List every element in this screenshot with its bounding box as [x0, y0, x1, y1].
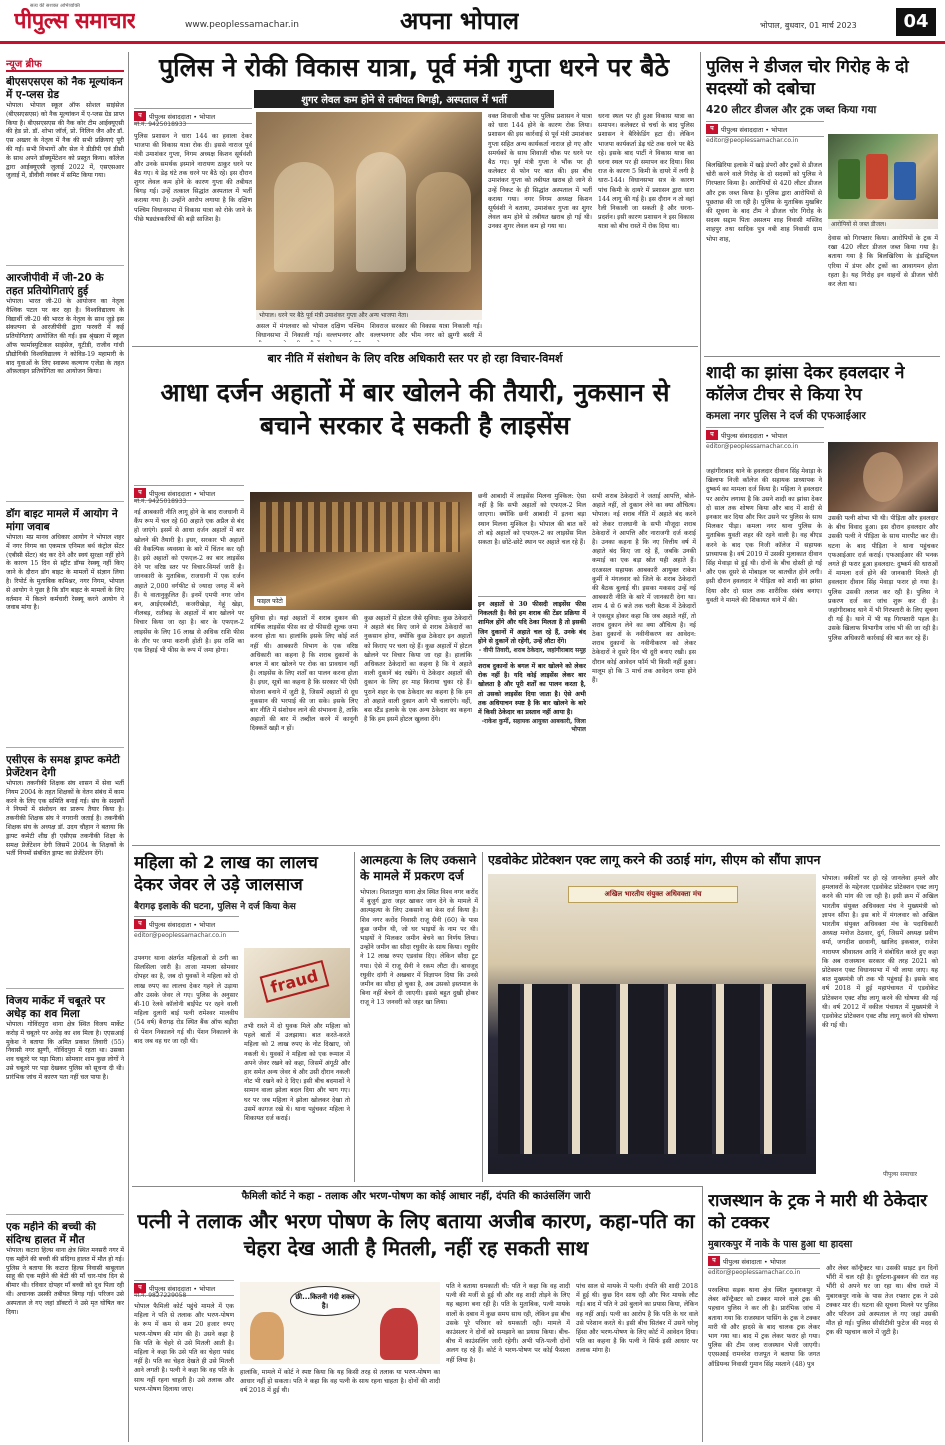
bar-col-5: सभी शराब ठेकेदारों ने जताई आपत्ति, बोले- अहाते नहीं, तो दुकान लेने का क्या औचित्य। भोपाल। नई शराब नीति में अहाते बंद करने को लेकर राजधानी के सभी मौजूदा शराब ठेकेदारों ने आपत्ति और नाराजगी दर्ज कराई है। उनका कहना है कि नए वित्तीय वर्ष में अहाते बंद किए जा रहे हैं, जबकि उनकी कमाई का एक बड़ा स्रोत यही अहाते हैं। दरअसल सहायक आबकारी आयुक्त राकेश कुर्मी ने मंगलवार को जिले के शराब ठेकेदारों की बैठक बुलाई थी। इसका मकसद उन्हें नई आबकारी नीति के बारे में जानकारी देना था। शाम 4 से 6 बजे तक चली बैठक में ठेकेदारों ने एकसूत्र होकर कहा कि जब अहाते नहीं, तो शराब दुकान लेने का क्या औचित्य है। नई ठेका दुकानों के नवीनीकरण का आवेदन: शराब दुकानों के नवीनीकरण को लेकर ठेकेदारों ने दूसरे दिन भी दूरी बनाए रखी। इस दौरान कोई आवेदन फॉर्म भी किसी नहीं हुआ। मालूम हो कि 3 मार्च तक आवेदन जमा होने हैं।: [592, 493, 696, 685]
quote: शराब दुकानों के बगल में बार खोलने को लेकर रोक नहीं है। यदि कोई लाइसेंस लेकर बार खोलता है और पूरी शर्तों का पालन करता है, तो उसको लाइसेंस दिया जाता है। ऐसे अभी तक अधियाचन स्पष्ट है कि बार खोलने के बारे में किसी ठेकेदार का प्रस्ताव नहीं आया है।: [478, 663, 586, 717]
fraud-headline: महिला को 2 लाख का लालच देकर जेवर ले उड़े जालसाज: [134, 853, 318, 895]
byline: प पीपुल्स संवाददाता • भोपाल: [706, 121, 824, 137]
diesel-body: बिलखिरिया इलाके में खड़े डंपरों और ट्रकों से डीजल चोरी करने वाले गिरोह के दो सदस्यों को पुलिस ने गिरफ्तार किया है। आरोपियों से 420 लीटर डीजल और ट्रक जब्त किया है। पुलिस द्वारा आरोपियों से पूछताछ की जा रही है। पुलिस के मुताबिक मुखबिर की सूचना के बाद टीम ने डीजल चोर गिरोह के सदस्य सद्दाम पिता असलम शाह निवासी मस्जिद शाहपुर तथा सादिक पुत्र नबी शाह निवासी ग्राम भोपा शाह,: [706, 162, 822, 243]
top-col-4: धरना स्थल पर ही हुआ विकास यात्रा का समापन। कलेक्टर से चर्चा के बाद पुलिस प्रशासन ने बैरिकेडिंग हटा दी। लेकिन भाजपा कार्यकर्ता डेढ़ घंटे तक धरने पर बैठे रहे। इसके बाद पार्टी ने विकास यात्रा का धरना स्थल पर ही समापन कर दिया। विस राज के कारण 5 किमी के दायरे में लगी है धारा-144। विधानसभा सत्र के कारण पांच किमी के दायरे में प्रशासन द्वारा धारा 144 लागू की गई है। इस दौरान न तो वहां रैली निकाली जा सकती है और धरना-प्रदर्शन। इसी कारण प्रशासन ने इस विकास यात्रा को बीच रास्ते में रोक दिया था।: [598, 113, 694, 231]
brief-item: [6, 754, 124, 989]
section-title: अपना भोपाल: [400, 7, 520, 35]
top-photo: [256, 112, 482, 320]
brief-headline: आरजीपीवी में जी-20 के तहत प्रतियोगिताएं हुई: [6, 272, 104, 297]
brief-item: [6, 76, 124, 266]
brief-body: भोपाल। तकनीकी शिक्षक संघ शासन में सेवा भर्ती नियम 2004 के तहत शिक्षकों के वेतन संबंध में काम करने के लिए एक समिति बनाई गई। संघ के सदस्यों ने नियमों में संशोधन का प्रारूप तैयार किया है। तकनीकी शिक्षक संघ ने नगरानी जताई है। तकनीकी शिक्षक संघ के अध्यक्ष डॉ. उदय चौहान ने बताया कि ड्राफ्ट कमेटी शीघ्र ही एसीएस तकनीकी शिक्षा के समक्ष प्रेजेंटेशन देगी जिसमें 2004 के शिक्षकों के भर्ती नियमों संबंधित ड्राफ्ट का प्रेजेंटेशन देंगे।: [6, 780, 124, 858]
bar-col-2: सुविधा हो। यहां अहातों में शराब दुकान की वार्षिक लाइसेंस फीस का दो फीसदी शुल्क जमा करना होता था। हालांकि इसके लिए कोई शर्त नहीं थी। आबकारी विभाग के एक वरिष्ठ अधिकारी का कहना है कि शराब दुकानों के बगल में बार खोलने पर रोक का प्रावधान नहीं है। लाइसेंस के लिए शर्तों का पालन करना होता है। इधर, सूत्रों का कहना है कि सरकार भी ऐसी योजना बनाने में जुटी है, जिसमें अहातों से दूध नुकसान की भरपाई की जा सके। इसके लिए बार नीति में संशोधन लाने की संभावना है, ताकि अहातों की बार में तब्दील करने में कानूनी दिक्कतें खड़ी न हों।: [250, 615, 358, 733]
family-headline: पत्नी ने तलाक और भरण पोषण के लिए बताया अजीब कारण, कहा-पति का चेहरा देख आती है मितली, नहीं रह सकती साथ: [137, 1209, 695, 1260]
byline: प पीपुल्स संवाददाता • भोपाल: [134, 916, 239, 932]
hawaldar-subhead: कमला नगर पुलिस ने दर्ज की एफआईआर: [706, 410, 866, 422]
byline: प पीपुल्स संवादाता • भोपाल: [708, 1253, 820, 1269]
top-subhead: शुगर लेवल कम होने से तबीयत बिगड़ी, अस्पताल में भर्ती: [254, 90, 554, 108]
quote-attribution: -राकेश कुर्मी, सहायक आयुक्त आबकारी, जिला भोपाल: [481, 718, 586, 734]
dateline: भोपाल, बुधवार, 01 मार्च 2023: [760, 21, 857, 30]
page-number: 04: [896, 8, 936, 36]
bar-col-1: नई आबकारी नीति लागू होने के बाद राजधानी में कैंप रूप में चल रहे 60 अहाते एक अप्रैल से बंद हो जाएंगे। इसमें से आधा दर्जन अहातों में बार खोलने की तैयारी है। इधर, सरकार भी अहातों की वैकल्पिक व्यवस्था के बारे में चिंतन कर रही है। इसे अहातों को एफएल-2 का बार लाइसेंस देने पर वरिष्ठ स्तर पर विचार-विमर्श जारी है। जानकारी के मुताबिक, राजधानी में एक दर्जन अहाते 2,000 वर्गफीट से ज्यादा जगह में बने हैं। ये वातानुकूलित हैं। इनमें एमपी नगर जोन बन, आईएसबीटी, कजरीखेड़ा, गेहूं खेड़ा, नीलबड़, रातीबड़ के अहातों में बार खोलने पर विचार किया जा रहा है। बार के एफएल-2 लाइसेंस के लिए 16 लाख से अधिक राशि फीस के तौर पर जमा करानी होती है। इस राशि का एक तिहाई भी फीस के रूप में जमा होगा।: [134, 509, 244, 655]
brief-item: [6, 995, 124, 1215]
mobile-number: मो.नं. 9425018933: [134, 498, 187, 505]
quote: इन अहातों से 30 फीसदी लाइसेंस फीस निकलती है। वैसे हम शराब की टेंडर प्रक्रिया में शामिल होंगे और यदि ठेका मिलता है तो इसकी जिन दुकानों में अहाते चल रहे हैं, उनके बंद होने से दुकानें तो रहेंगी, उन्हें लौटा देंगे।: [478, 601, 586, 645]
news-brief-title: न्यूज ब्रीफ: [6, 56, 124, 72]
byline: प पीपुल्स संवाददाता • भोपाल: [706, 427, 824, 443]
brief-item: [6, 272, 124, 502]
bar-photo: [250, 492, 472, 610]
family-col-2: हालांकि, मामले में कोर्ट ने स्पष्ट किया कि यह किसी तरह से तलाक या भरण-पोषण का आधार नहीं हो सकता। पति ने कहा कि वह पत्नी के साथ रहना चाहता है। दोनों की शादी वर्ष 2018 में हुई थी।: [240, 1369, 440, 1395]
truck-subhead: मुबारकपुर में नाके के पास हुआ था हादसा: [708, 1239, 853, 1250]
byline: प पीपुल्स संवाददाता • भोपाल: [134, 485, 244, 501]
byline: प पीपुल्स संवाददाता • भोपाल: [134, 1280, 234, 1296]
mobile-number: मो.नं. 9827229058: [134, 1292, 187, 1299]
hawaldar-body-2: उसकी पत्नी शोभा भी थी। पीड़िता और हवलदार के बीच विवाद हुआ। इस दौरान हवलदार और उसकी पत्नी ने पीड़िता के साथ मारपीट कर दी। घटना के बाद पीड़िता ने थाना पहुंचकर एफआईआर दर्ज कराई। एफआईआर की भनक लगते ही फरार हुआ हवलदार: दुष्कर्म की धाराओं में मामला दर्ज होने की जानकारी मिलते ही हवलदार दीवान सिंह मेवाड़ा फरार हो गया है। पुलिस उसकी तलाश कर रही है। पुलिस ने प्रकरण दर्ज कर जांच शुरू कर दी है। जहांगीराबाद थाने में भी गिरफ्तारी के लिए सूचना दी गई है। थाने में भी यह गिरफ्तारी पहल है। उसके खिलाफ विभागीय जांच भी की जा रही है। पुलिस अधिकारी कार्रवाई की बात कर रहे हैं।: [828, 515, 938, 642]
advocate-photo: [488, 874, 816, 1174]
brief-item: [6, 1221, 124, 1441]
suicide-headline: आत्महत्या के लिए उकसाने के मामले में प्रकरण दर्ज: [360, 853, 477, 883]
hawaldar-illustration: [828, 442, 938, 512]
brief-headline: एक महीने की बच्ची की संदिग्ध हालत में मौत: [6, 1221, 96, 1246]
fraud-stamp: fraud: [244, 948, 350, 1018]
bar-col-3: कुछ अहातों में होटल जैसे सुविधा: कुछ ठेकेदारों ने अहाते बंद किए जाने से शराब ठेकेदारों का नुकसान होगा, क्योंकि कुछ ठेकेदार इन अहातों को किराए पर चला रहे हैं। कुछ अहातों में होटल खोलने पर विचार किया जा रहा है। हालांकि अधिकतर ठेकेदारों का कहना है कि ये अहाते वाली दुकानें बंद रखेंगे। ये ठेकेदार अहातों की दुकान के लिए हर माह किराया चुका रहे हैं। पुराने शहर के एक ठेकेदार का कहना है कि हम तो अहाते वाली दुकान आगे भी चलाएंगे। वहीं, बस स्टैंड इलाके के एक अन्य ठेकेदार का कहना है कि हम इसमें होटल खुलवा देंगे।: [364, 615, 472, 724]
email: editor@peoplessamachar.co.in: [708, 1269, 801, 1276]
brand-tagline: सत्य की सशक्त अभिव्यक्ति: [30, 3, 81, 9]
byline: प पीपुल्स संवाददाता • भोपाल: [134, 108, 252, 124]
photo-caption: भोपाल। धरने पर बैठे पूर्व मंत्री उमाशंकर गुप्ता और अन्य भाजपा नेता।: [256, 310, 482, 320]
hawaldar-headline: शादी का झांसा देकर हवलदार ने कॉलेज टीचर से किया रेप: [706, 363, 905, 405]
family-story: [134, 1190, 698, 1442]
bar-headline: आधा दर्जन अहातों में बार खोलने की तैयारी, नुकसान से बचाने सरकार दे सकती है लाइसेंस: [160, 378, 670, 440]
truck-body: परवलिया सड़क थाना क्षेत्र स्थित मुबारकपुर में लेबर कॉन्ट्रैक्टर को टक्कर मारने वाले ट्रक की पहचान पुलिस ने कर ली है। प्रारंभिक जांच में बताया गया कि राजस्थान पासिंग के ट्रक ने टक्कर मारी थी और हादसे के बाद चालक ट्रक लेकर भाग गया था। बाद में ट्रक लेकर फरार हो गया। पुलिस की टीम जल्द राजस्थान भेजी जाएगी। एएसआई रामनरेश राजपूत ने बताया कि जगत ऑडियन्स निवासी गुमान सिंह मस्ताने (48) पुत्र: [708, 1287, 820, 1368]
masthead: [0, 0, 945, 44]
diesel-body-2: देवास को गिरफ्तार किया। आरोपियों के ट्रक में रखा 420 लीटर डीजल जब्त किया गया है। बताया गया है कि बिलखिरिया के इंडस्ट्रियल एरिया में डंपर और ट्रकों का आवागमन होता रहता है। यह गिरोह इन वाहनों से डीजल चोरी कर लेता था।: [828, 235, 938, 289]
email: editor@peoplessamachar.co.in: [706, 137, 799, 144]
hawaldar-body: जहांगीराबाद थाने के हवलदार दीवान सिंह मेवाड़ा के खिलाफ निजी कॉलेज की सहायक प्राध्यापक ने दुष्कर्म का मामला दर्ज किया है। महिला ने हवलदार पर आरोप लगाया है कि उसने शादी का झांसा देकर दो साल तक शोषण किया और बाद में शादी से इनकार कर दिया और फिर उसने पर पुलिस के साथ मिलकर पीड़ा। कमला नगर थाना पुलिस के मुताबिक युवती शहर की रहने वाली है। वह बीएड करने के बाद एक निजी कॉलेज में सहायक प्राध्यापक है। वर्ष 2019 में उसकी मुलाकात दीवान सिंह मेवाड़ा से हुई थी। दोनों के बीच दोस्ती हो गई और एक दूसरे से मोबाइल पर बातचीत होने लगी। इसी दौरान हवलदार ने पीड़िता को शादी का झांसा दिया और दो साल तक शारीरिक संबंध बनाए। युवती ने मामले की शिकायत थाने में की।: [706, 468, 822, 604]
email: editor@peoplessamachar.co.in: [706, 443, 799, 450]
family-col-4: पांच साल से मायके में पत्नी। दंपति की शादी 2018 में हुई थी। कुछ दिन साथ रही और फिर मायके लौट गई। बाद में पति ने उसे बुलाने का प्रयास किया, लेकिन वह नहीं आई। पत्नी का आरोप है कि पति के घर वाले उसे परेशान करते थे। इसी बीच सितंबर में उसने घरेलू हिंसा और भरण-पोषण के लिए कोर्ट में आवेदन दिया। पति का कहना है कि पत्नी ने सिर्फ इसी आधार पर तलाक मांगा है।: [576, 1283, 698, 1355]
diesel-story: [706, 56, 938, 356]
advocate-story: [488, 852, 938, 1182]
truck-body-2: और लेबर कॉन्ट्रैक्टर था। उसकी साइट इन दिनों भौंरी में चल रही है। दुर्घटना-डुबकन की रात वह भौंरी से अपने घर जा रहा था। बीच रास्ते में मुबारकपुर नाके के पास तेज रफ्तार ट्रक ने उसे टक्कर मार दी। घटना की सूचना मिलने पर पुलिस और परिजन उसे अस्पताल ले गए जहां उसकी मौत हो गई। पुलिस सीसीटीवी फुटेज की मदद से ट्रक की पहचान करने में जुटी है।: [826, 1265, 938, 1337]
brief-body: भोपाल। गोविंदपुरा थाना क्षेत्र स्थित विजय मार्केट करोड़ में चबूतरे पर अधेड़ का शव मिला है। एएसआई मुकेश ने बताया कि अमित प्रकाश तिवारी (55) निवासी नगर झुग्गी, गोविंदपुरा में रहता था। उसका शव चबूतरे पर पड़ा मिला। सोमवार शाम कुछ लोगों ने उसे चबूतरे पर पड़ा देखकर पुलिस को सूचना दी थी। प्रारंभिक जांच में कारण पता नहीं चल पाया है।: [6, 1021, 124, 1081]
top-headline: पुलिस ने रोकी विकास यात्रा, पूर्व मंत्री गुप्ता धरने पर बैठे: [158, 53, 670, 82]
bar-kicker: बार नीति में संशोधन के लिए वरिष्ठ अधिकारी स्तर पर हो रहा विचार-विमर्श: [267, 352, 563, 365]
brief-item: [6, 508, 124, 748]
brief-body: भोपाल। भारत जी-20 के आयोजन का नेतृत्व वैश्विक पटल पर कर रहा है। विश्वविद्यालय के विद्यार्थी जी-20 की भारत के नेतृत्व के साथ जुड़े इस संकल्पना से आरजीपीवी द्वारा फरवरी में कई प्रतियोगिताएं आयोजित की गईं। इस श्रृंखला में स्कूल ऑफ फार्मास्युटिकल साइंसेज, यूटीडी, राजीव गांधी प्रौद्योगिकी विश्वविद्यालय ने कोविड-19 महामारी के बाद युवाओं के लिए स्वास्थ्य कल्याण एजेंडा के तहत ऑफ़लाइन प्रतियोगिता का आयोजन किया।: [6, 298, 124, 376]
file-photo-tag: फाइल फोटो: [254, 596, 286, 606]
advocate-body: भोपाल। वकीलों पर हो रहे जानलेवा हमले और हमलावरों के मद्देनजर एडवोकेट प्रोटेक्शन एक्ट लागू करने की मांग की जा रही है। इसी क्रम में अखिल भारतीय संयुक्त अधिवक्ता मंच ने मुख्यमंत्री को ज्ञापन सौंपा है। इस बारे में मंगलवार को अखिल भारतीय संयुक्त अधिवक्ता मंच के पदाधिकारी अध्यक्ष मनोज ठेठवार, दुर्ग, जिसमें अध्यक्ष प्रवीण वर्मा, जगदीश छावानी, खालिद इकबाल, राजेश नारायण श्रीवास्तव आदि ने संबोधित करते हुए कहा कि अब राजस्थान सरकार की तरह 2021 को प्रोटेक्शन एक्ट विधानसभा में भी लाया जाए। यह बात मुख्यमंत्री जी तक भी पहुंचाई है। इसके बाद वर्ष 2018 में हुई महापंचायत में एडवोकेट प्रोटेक्शन एक्ट शीघ्र लागू करने की घोषणा की गई थी। वर्ष 2012 में वकील पंचायत में मुख्यमंत्री ने एडवोकेट प्रोटेक्शन एक्ट शीघ्र लागू करने की घोषणा की गई थी।: [822, 875, 938, 1030]
top-col-1: पुलिस प्रशासन ने धारा 144 का हवाला देकर भाजपा की विकास यात्रा रोक दी। इससे नाराज पूर्व मंत्री उमाशंकर गुप्ता, निगम अध्यक्ष किशन सूर्यवंशी और उनके समर्थक इस्माने नारायण ठाकुर धरने पर बैठ गए। ये डेढ़ घंटे तक धरने पर बैठे रहे। इस दौरान शुगर लेवल कम होने के कारण गुप्ता की तबीयत बिगड़ गई। उन्हें तत्काल सिद्धांत अस्पताल में भर्ती कराया गया है। उन्होंने आरोप लगाया है कि दक्षिण पश्चिम विधानसभा में विकास यात्रा को रोके जाने के पीछे षड्यंत्रकारियों की बड़ी साजिश है।: [134, 133, 252, 223]
brief-body: भोपाल। भोपाल स्कूल ऑफ सोशल साइंसेज (बीएसएसएस) को नैक मूल्यांकन में ए-प्लस ग्रेड प्राप्त किया है। बीएसएसएस की नैक कोर टीम आईक्यूएसी की हेड प्रो. डॉ. शोभा जॉर्ज, प्रो. निलिन जैन और डॉ. एस अख्तर के नेतृत्व में नैक की सभी प्रक्रियाएं पूरी की गईं। सभी विभागों और सेल ने डीडीपी एवं डीसी के साथ अपने डॉक्यूमेंटेशन को प्रस्तुत किया। कॉलेज द्वारा आईक्यूएसी जुलाई 2022 में, एसएसआर जुलाई में, डीवीवी नवंबर में समिट किया गया।: [6, 102, 124, 180]
brief-headline: एसीएस के समक्ष ड्राफ्ट कमेटी प्रेजेंटेशन देगी: [6, 754, 120, 779]
diesel-photo: [828, 134, 938, 229]
brief-body: भोपाल। कटारा हिल्स थाना क्षेत्र स्थित मनसरी नगर में एक महीने की बच्ची की संदिग्ध हालत में मौत हो गई। पुलिस ने बताया कि कटारा हिल्स निवासी बाबूलाल साहू की एक महीने की बेटी की माँ चार-पांच दिन से बीमार थी। रविवार दोपहर माँ बच्ची को दूध पिला रही थी। अचानक उसकी तबीयत बिगड़ गई। परिजन उसे अस्पताल ले गए जहां डॉक्टरों ने उसे मृत घोषित कर दिया।: [6, 1247, 124, 1316]
brief-body: भोपाल। मप्र मानव अधिकार आयोग ने भोपाल शहर में नगर निगम का एकमात्र एनिमल बर्थ कंट्रोल सेंटर (एबीसी सेंटर) बंद कर देने और स्वयं सुरक्षा नहीं होने के कारण 15 दिन से स्ट्रीट डॉग्स रेस्क्यू नहीं किए जाने के दौरान डॉग बाइट के मामलों में संज्ञान लिया है। रिपोर्ट के मुताबिक कमिश्नर, नगर निगम, भोपाल से आयोग ने पूछा है कि डॉग बाइट के मामलों के लिए वर्तमान में कितने कर्मचारी रेस्क्यू करने आयोग ने जवाब मांगा है।: [6, 534, 124, 612]
hawaldar-story: [706, 362, 938, 837]
family-col-3: पति ने बताया धमकाती थी: पति ने कहा कि वह शादी पत्नी की मर्जी से हुई थी और वह शादी तोड़ने के लिए यह बहाना बना रही है। पति के मुताबिक, पत्नी मायके वालों के दबाव में कुछ समय साथ रही, लेकिन इस बीच उसके पूरे परिवार को धमकाती रही। मामले में काउंसलर ने दोनों को समझाने का प्रयास किया। बीच-बीच में काउंसलिंग जारी रहेगी। अभी पति-पत्नी दोनों अलग रह रहे हैं। कोर्ट ने भरण-पोषण पर कोई फैसला नहीं लिया है।: [446, 1283, 570, 1364]
fraud-story: [134, 852, 350, 1182]
speech-bubble: छी...कितनी गंदी शक्ल है।: [290, 1286, 360, 1316]
advocate-source-tag: पीपुल्स समाचार: [883, 1171, 918, 1178]
bar-story: [134, 352, 696, 842]
family-col-1: भोपाल फैमिली कोर्ट पहुंचे मामले में एक महिला ने पति से तलाक और भरण-पोषण के रूप में कम से कम 20 हजार रुपए भरण-पोषण की मांग की है। उसने कहा है कि पति के चेहरे से उसे मितली आती है। महिला ने कहा कि उसे पति का चेहरा पसंद नहीं है। पति का चेहरा देखते ही उसे मितली आने लगती है। पत्नी ने कहा कि वह पति के साथ नहीं रहना चाहती है। उसे तलाक और भरण-पोषण दिलाया जाए।: [134, 1303, 234, 1393]
top-col-2: असल में मंगलवार को भोपाल दक्षिण पश्चिम विधानसभा में निकाली गई। वल्लभनगर और: [256, 323, 364, 340]
family-cartoon: [240, 1282, 440, 1364]
top-story: [134, 52, 694, 342]
mobile-number: मो.नं. 9425018933: [134, 121, 187, 128]
quote-attribution: - वीपी तिवारी, शराब ठेकेदार, जहांगीराबाद समूह: [478, 647, 586, 655]
top-col-2b: शिवराज सरकार की विकास यात्रा निकाली गई। वल्लभनगर और भीम नगर को झुग्गी बस्ती में: [370, 323, 482, 340]
email: editor@peoplessamachar.co.in: [134, 932, 227, 939]
brief-headline: विजय मार्केट में चबूतरे पर अधेड़ का शव मिला: [6, 995, 105, 1020]
news-brief-sidebar: [6, 56, 124, 1441]
brief-headline: बीएसएसएस को नैक मूल्यांकन में ए-प्लस ग्रेड: [6, 76, 123, 101]
advocate-banner: अखिल भारतीय संयुक्त अधिवक्ता मंच: [568, 886, 738, 903]
truck-headline: राजस्थान के ट्रक ने मारी थी ठेकेदार को टक्कर: [708, 1191, 928, 1233]
diesel-subhead: 420 लीटर डीजल और ट्रक जब्त किया गया: [706, 104, 877, 116]
diesel-headline: पुलिस ने डीजल चोर गिरोह के दो सदस्यों को दबोचा: [706, 57, 909, 99]
brand-logo: पीपुल्स समाचार: [14, 9, 136, 34]
brand-url[interactable]: www.peoplessamachar.in: [185, 20, 299, 30]
photo-caption: आरोपियों से जब्त डीजल।: [828, 219, 938, 229]
suicide-story: [360, 852, 478, 1182]
top-col-3: वक्त शिवाजी चौक पर पुलिस प्रशासन ने यात्रा को धारा 144 होने के कारण रोक लिया। प्रशासन की इस कार्रवाई से पूर्व मंत्री उमाशंकर गुप्ता सहित अन्य कार्यकर्ता नाराज हो गए और समर्थकों के साथ शिवाजी चौक पर धरने पर बैठ गए। पूर्व मंत्री गुप्ता ने भौंक पर ही कलेक्टर से फोन पर बात की। इस बीच उमाशंकर गुप्ता को तबीयत खराब हो जाने से उन्हें निकट के ही सिद्धांत अस्पताल में भर्ती कराया गया। नगर निगम अध्यक्ष किशन सूर्यवंशी ने बताया, उमाशंकर गुप्ता का शुगर लेवल कम होने से तबीयत खराब हो गई थी। उनका शुगर लेवल कम हो गया था।: [488, 113, 592, 231]
suicide-body: भोपाल। निशातपुरा थाना क्षेत्र स्थित विश्व नगर करोंद में बुजुर्ग द्वारा जहर खाकर जान देने के मामले में आत्महत्या के लिए उकसाने का केस दर्ज किया है। शिव नगर करोंद निवासी राजू सैनी (60) के पास कुछ जमीन थी, जो घर भाइयों के नाम पर थी। भाइयों ने मिलकर जमीन बेचने का निर्णय लिया। उन्होंने जमीन का सौदा रघुवीर के साथ किया। रघुवीर ने 12 लाख रुपए एडवांस दिए। लेकिन सौदा टूट गया। ऐसे में राजू सैनी ने रकम लौटा दी। बावजूद रघुवीर दांगी ने अखबार में विज्ञापन दिया कि उनसे जमीन का सौदा हो चुका है, अब उसको इस्तमाल के बिना नहीं बेचने दी जाएगी। इससे बहुत दुखी होकर राजू ने 13 जनवरी को जहर खा लिया।: [360, 889, 478, 1007]
fraud-subhead: बैरागढ़ इलाके की घटना, पुलिस ने दर्ज किया केस: [134, 902, 296, 912]
fraud-col-1: उपनगर थाना अंतर्गत महिलाओं से ठगी का सिलसिला जारी है। ताजा मामला सोमवार दोपहर का है, जब दो युवकों ने महिला को दो लाख रुपए का लालच देकर गहने ले उड़ाया और उसके जेवर ले गए। पुलिस के अनुसार बी-10 रेलवे कॉलोनी बाईंपेट पर रहने वाली महिला दुलारी बाई पत्नी रामेश्वर मालवीय (54 वर्ष) बैरागढ़ रोड स्थित बैंक ऑफ बड़ौदा से पेंशन निकालने गई थी। पेंशन निकालने के बाद जब वह घर जा रही थी।: [134, 955, 238, 1045]
fraud-col-2: तभी रास्ते में दो युवक मिले और महिला को पहले बातों में उलझाया। बात करते-करते महिला को 2 लाख रुपए के नोट दिखाए, जो नकली थे। युवकों ने महिला को एक रूमाल में अपने जेवर रखने को कहा, जिसमें अंगूठी और हार समेत अन्य जेवर थे और उसी दौरान नकली नोट भी रखने को दे दिए। इसी बीच बदमाशों ने सामान वाला झोला बदल दिया और भाग गए। घर पर जब महिला ने झोला खोलकर देखा तो उसमें कागज रखे थे। थाना पहुंचकर महिला ने शिकायत दर्ज कराई।: [244, 1023, 350, 1123]
brief-headline: डॉग बाइट मामले में आयोग ने मांगा जवाब: [6, 508, 118, 533]
family-kicker: फैमिली कोर्ट ने कहा - तलाक और भरण-पोषण का कोई आधार नहीं, दंपति की काउंसलिंग जारी: [241, 1191, 591, 1202]
bar-col-4: छनी आबादी में लाइसेंस मिलना मुश्किल: ऐसा नहीं है कि सभी अहातों को एफएल-2 मिल जाएगा। क्योंकि छनी आबादी में इतना बड़ा स्थान मिलना मुश्किल है। भोपाल की बात करें तो बड़े अहातों को एफएल-2 का लाइसेंस मिल सकता है। छोटे-छोटे स्थान पर अहाते चल रहे हैं। इन अहातों से 30 फीसदी लाइसेंस फीस निकलती है। वैसे हम शराब की टेंडर प्रक्रिया में शामिल होंगे और यदि ठेका मिलता है तो इसकी जिन दुकानों में अहाते चल रहे हैं, उनके बंद होने से दुकानें तो रहेंगी, उन्हें लौटा देंगे। - वीपी तिवारी, शराब ठेकेदार, जहांगीराबाद समूह शराब दुकानों के बगल में बार खोलने को लेकर रोक नहीं है। यदि कोई लाइसेंस लेकर बार खोलता है और पूरी शर्तों का पालन करता है, तो उसको लाइसेंस दिया जाता है। ऐसे अभी तक अधियाचन स्पष्ट है कि बार खोलने के बारे में किसी ठेकेदार का प्रस्ताव नहीं आया है। -राकेश कुर्मी, सहायक आयुक्त आबकारी, जिला भोपाल: [478, 493, 586, 734]
advocate-headline: एडवोकेट प्रोटेक्शन एक्ट लागू करने की उठाई मांग, सीएम को सौंपा ज्ञापन: [488, 852, 821, 867]
truck-story: [708, 1190, 938, 1442]
